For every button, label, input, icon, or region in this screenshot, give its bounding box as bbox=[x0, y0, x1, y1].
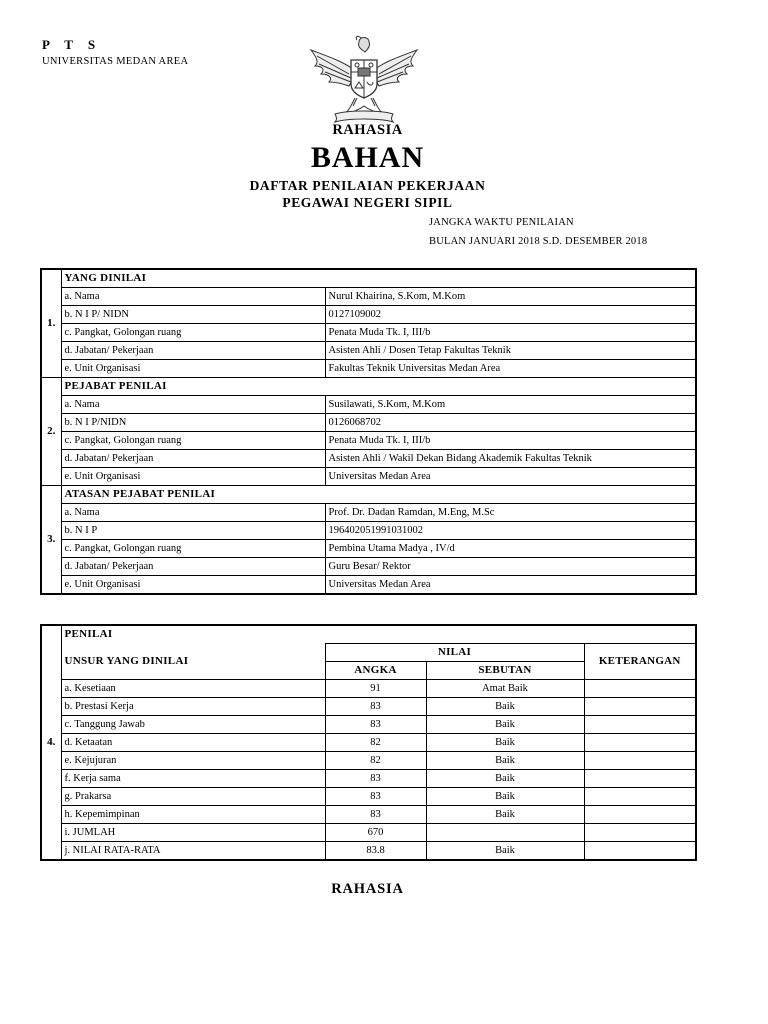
document-heading: BAHAN bbox=[310, 141, 425, 174]
criterion-label: i. JUMLAH bbox=[61, 824, 325, 842]
table-row bbox=[41, 306, 696, 324]
keterangan-cell bbox=[584, 806, 696, 824]
field-value: 0127109002 bbox=[325, 306, 696, 324]
section-number: 2. bbox=[41, 378, 61, 486]
header-pts: P T S bbox=[42, 37, 102, 52]
field-value: Asisten Ahli / Dosen Tetap Fakultas Teknik bbox=[325, 342, 696, 360]
field-value: Fakultas Teknik Universitas Medan Area bbox=[325, 360, 696, 378]
score-angka: 83 bbox=[325, 788, 426, 806]
section-header-row bbox=[41, 269, 696, 288]
field-label: b. N I P bbox=[61, 522, 325, 540]
field-value: 196402051991031002 bbox=[325, 522, 696, 540]
score-sebutan: Baik bbox=[426, 770, 584, 788]
table-row bbox=[41, 450, 696, 468]
table-row bbox=[41, 414, 696, 432]
table-row bbox=[41, 522, 696, 540]
table-row bbox=[41, 288, 696, 306]
classification-bottom: RAHASIA bbox=[331, 881, 404, 897]
criterion-label: e. Kejujuran bbox=[61, 752, 325, 770]
criterion-label: f. Kerja sama bbox=[61, 770, 325, 788]
field-label: c. Pangkat, Golongan ruang bbox=[61, 432, 325, 450]
document-title-line1: DAFTAR PENILAIAN PEKERJAAN bbox=[249, 178, 486, 193]
section-title: YANG DINILAI bbox=[61, 269, 696, 288]
field-label: a. Nama bbox=[61, 396, 325, 414]
field-value: Susilawati, S.Kom, M.Kom bbox=[325, 396, 696, 414]
criterion-label: j. NILAI RATA-RATA bbox=[61, 842, 325, 861]
field-value: Nurul Khairina, S.Kom, M.Kom bbox=[325, 288, 696, 306]
table-row bbox=[41, 824, 696, 842]
score-sebutan: Baik bbox=[426, 788, 584, 806]
classification-top: RAHASIA bbox=[332, 122, 403, 138]
table-row bbox=[41, 396, 696, 414]
section-number: 1. bbox=[41, 269, 61, 378]
table-row bbox=[41, 558, 696, 576]
keterangan-cell bbox=[584, 680, 696, 698]
table-row bbox=[41, 342, 696, 360]
column-keterangan-header: KETERANGAN bbox=[584, 644, 696, 680]
table-row bbox=[41, 324, 696, 342]
keterangan-cell bbox=[584, 752, 696, 770]
column-nilai-header: NILAI bbox=[325, 644, 584, 662]
table-row bbox=[41, 770, 696, 788]
field-label: d. Jabatan/ Pekerjaan bbox=[61, 450, 325, 468]
field-label: e. Unit Organisasi bbox=[61, 576, 325, 595]
keterangan-cell bbox=[584, 788, 696, 806]
keterangan-cell bbox=[584, 716, 696, 734]
keterangan-cell bbox=[584, 734, 696, 752]
period-value: BULAN JANUARI 2018 S.D. DESEMBER 2018 bbox=[429, 236, 648, 247]
assessment-header-row bbox=[41, 644, 696, 662]
table-row bbox=[41, 806, 696, 824]
field-label: c. Pangkat, Golongan ruang bbox=[61, 540, 325, 558]
field-value: Pembina Utama Madya , IV/d bbox=[325, 540, 696, 558]
section-number: 3. bbox=[41, 486, 61, 595]
section-title: ATASAN PEJABAT PENILAI bbox=[61, 486, 696, 504]
section-header-row bbox=[41, 378, 696, 396]
section-title: PENILAI bbox=[61, 625, 696, 644]
criterion-label: c. Tanggung Jawab bbox=[61, 716, 325, 734]
keterangan-cell bbox=[584, 842, 696, 861]
score-sebutan: Baik bbox=[426, 842, 584, 861]
field-value: Guru Besar/ Rektor bbox=[325, 558, 696, 576]
keterangan-cell bbox=[584, 770, 696, 788]
assessment-table bbox=[40, 624, 697, 861]
field-label: c. Pangkat, Golongan ruang bbox=[61, 324, 325, 342]
score-angka: 91 bbox=[325, 680, 426, 698]
field-value: 0126068702 bbox=[325, 414, 696, 432]
assessment-header-row bbox=[41, 625, 696, 644]
field-value: Penata Muda Tk. I, III/b bbox=[325, 432, 696, 450]
field-value: Asisten Ahli / Wakil Dekan Bidang Akademik Fakultas Teknik bbox=[325, 450, 696, 468]
field-value: Penata Muda Tk. I, III/b bbox=[325, 324, 696, 342]
table-row bbox=[41, 788, 696, 806]
column-angka-header: ANGKA bbox=[325, 662, 426, 680]
table-row bbox=[41, 698, 696, 716]
field-label: a. Nama bbox=[61, 288, 325, 306]
table-row bbox=[41, 360, 696, 378]
university-name: UNIVERSITAS MEDAN AREA bbox=[42, 56, 189, 67]
score-sebutan: Baik bbox=[426, 716, 584, 734]
section-header-row bbox=[41, 486, 696, 504]
criterion-label: g. Prakarsa bbox=[61, 788, 325, 806]
field-value: Universitas Medan Area bbox=[325, 576, 696, 595]
score-sebutan: Baik bbox=[426, 806, 584, 824]
score-angka: 83 bbox=[325, 806, 426, 824]
column-unsur-header: UNSUR YANG DINILAI bbox=[61, 644, 325, 680]
score-angka: 83 bbox=[325, 698, 426, 716]
score-angka: 82 bbox=[325, 734, 426, 752]
score-sebutan bbox=[426, 824, 584, 842]
table-row bbox=[41, 504, 696, 522]
score-sebutan: Amat Baik bbox=[426, 680, 584, 698]
field-value: Universitas Medan Area bbox=[325, 468, 696, 486]
field-label: e. Unit Organisasi bbox=[61, 468, 325, 486]
keterangan-cell bbox=[584, 824, 696, 842]
table-row bbox=[41, 716, 696, 734]
field-label: e. Unit Organisasi bbox=[61, 360, 325, 378]
table-row bbox=[41, 540, 696, 558]
field-label: a. Nama bbox=[61, 504, 325, 522]
period-label: JANGKA WAKTU PENILAIAN bbox=[429, 217, 574, 228]
table-row bbox=[41, 468, 696, 486]
criterion-label: d. Ketaatan bbox=[61, 734, 325, 752]
score-sebutan: Baik bbox=[426, 734, 584, 752]
section-title: PEJABAT PENILAI bbox=[61, 378, 696, 396]
field-value: Prof. Dr. Dadan Ramdan, M.Eng, M.Sc bbox=[325, 504, 696, 522]
field-label: b. N I P/ NIDN bbox=[61, 306, 325, 324]
keterangan-cell bbox=[584, 698, 696, 716]
score-sebutan: Baik bbox=[426, 752, 584, 770]
table-row bbox=[41, 432, 696, 450]
document-title-line2: PEGAWAI NEGERI SIPIL bbox=[282, 195, 453, 210]
identity-table bbox=[40, 268, 697, 595]
score-sebutan: Baik bbox=[426, 698, 584, 716]
table-row bbox=[41, 734, 696, 752]
criterion-label: a. Kesetiaan bbox=[61, 680, 325, 698]
table-row bbox=[41, 752, 696, 770]
score-angka: 83 bbox=[325, 770, 426, 788]
table-row bbox=[41, 576, 696, 595]
field-label: d. Jabatan/ Pekerjaan bbox=[61, 342, 325, 360]
score-angka: 83.8 bbox=[325, 842, 426, 861]
section-number: 4. bbox=[41, 625, 61, 860]
score-angka: 82 bbox=[325, 752, 426, 770]
score-angka: 670 bbox=[325, 824, 426, 842]
criterion-label: h. Kepemimpinan bbox=[61, 806, 325, 824]
field-label: d. Jabatan/ Pekerjaan bbox=[61, 558, 325, 576]
table-row bbox=[41, 680, 696, 698]
column-sebutan-header: SEBUTAN bbox=[426, 662, 584, 680]
garuda-emblem-icon bbox=[305, 32, 423, 124]
score-angka: 83 bbox=[325, 716, 426, 734]
field-label: b. N I P/NIDN bbox=[61, 414, 325, 432]
table-row bbox=[41, 842, 696, 861]
criterion-label: b. Prestasi Kerja bbox=[61, 698, 325, 716]
